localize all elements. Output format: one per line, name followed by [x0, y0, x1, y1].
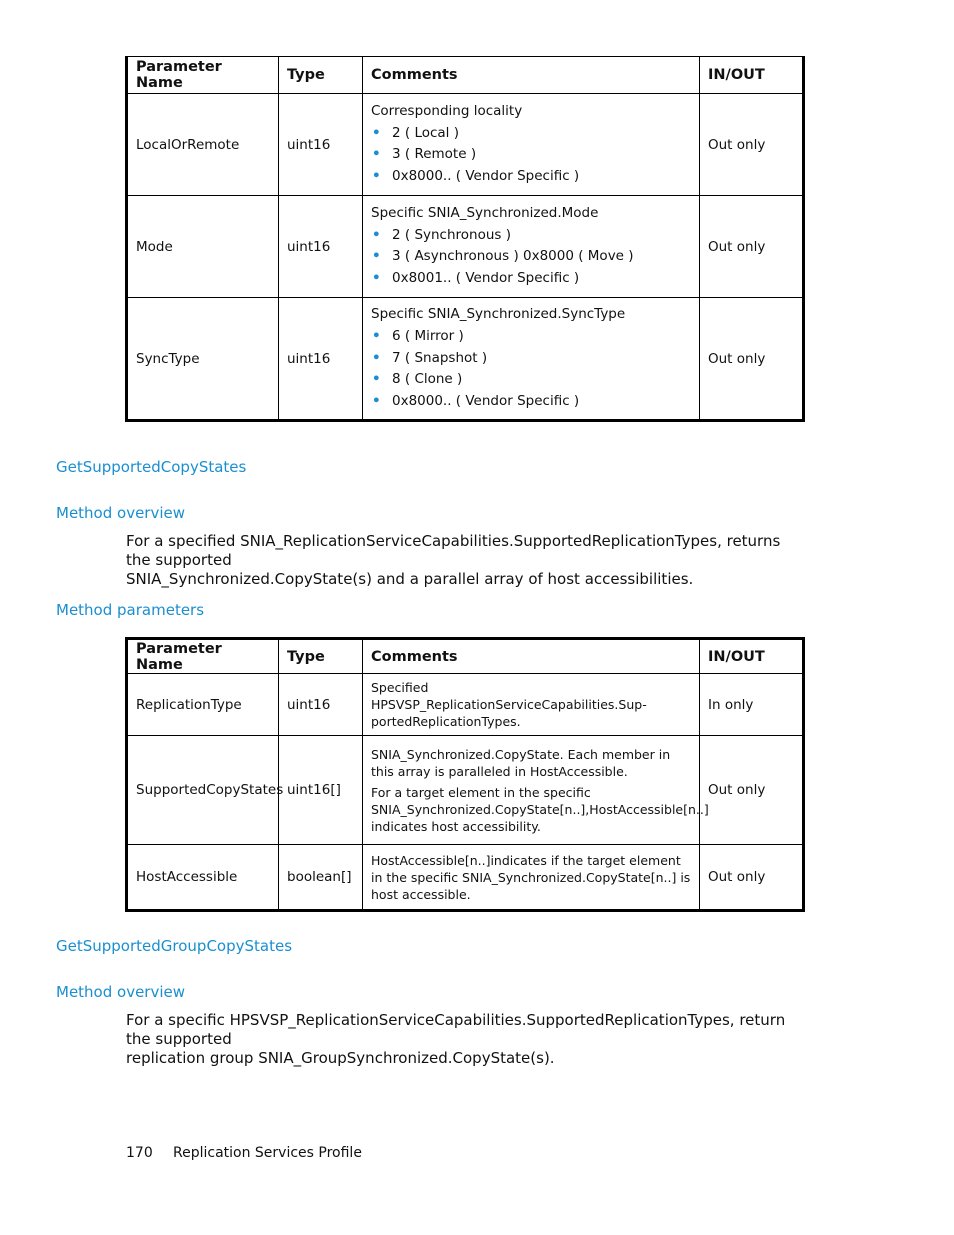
- bullet-icon: •: [372, 349, 381, 366]
- method-title-get-supported-copy-states: GetSupportedCopyStates: [56, 458, 247, 476]
- bullet-icon: •: [372, 392, 381, 409]
- list-item-text: 3 ( Asynchronous ) 0x8000 ( Move ): [392, 248, 634, 265]
- param-inout-cell: Out only: [700, 845, 804, 911]
- header-in-out: IN/OUT: [700, 57, 804, 94]
- list-item: [371, 144, 691, 166]
- list-item: [371, 326, 691, 348]
- bullet-icon: •: [372, 167, 381, 184]
- list-item-text: 7 ( Snapshot ): [392, 349, 488, 366]
- comment-paragraph: HostAccessible[n..]indicates if the target element in the specific SNIA_Synchronized.CopyState[n..] is host accessible.: [371, 852, 691, 902]
- paragraph-line: SNIA_Synchronized.CopyState(s) and a parallel array of host accessibilities.: [126, 570, 694, 588]
- list-item: [371, 348, 691, 370]
- param-name-cell: ReplicationType: [127, 674, 279, 736]
- param-name-cell: SupportedCopyStates: [127, 736, 279, 845]
- table-row: [127, 736, 804, 845]
- value-list: [371, 225, 691, 290]
- header-type: Type: [279, 639, 363, 674]
- header-type: Type: [279, 57, 363, 94]
- header-in-out: IN/OUT: [700, 639, 804, 674]
- list-item-text: 0x8000.. ( Vendor Specific ): [392, 392, 580, 409]
- bullet-icon: •: [372, 371, 381, 387]
- method-overview-heading: Method overview: [56, 504, 186, 522]
- header-comments: Comments: [363, 57, 700, 94]
- parameters-table-continued: [125, 56, 805, 422]
- comment-title: Specific SNIA_Synchronized.SyncType: [371, 306, 626, 322]
- param-comments-cell: [363, 736, 709, 845]
- list-item-text: 6 ( Mirror ): [392, 328, 464, 344]
- paragraph-line: replication group SNIA_GroupSynchronized.CopyState(s).: [126, 1049, 555, 1067]
- param-comments-cell: [363, 845, 700, 911]
- footer-doc-title: Replication Services Profile: [173, 1145, 362, 1161]
- list-item-text: 2 ( Synchronous ): [392, 226, 512, 243]
- comment-title: Corresponding locality: [371, 102, 523, 119]
- param-type-cell: uint16: [279, 298, 363, 421]
- bullet-icon: •: [372, 146, 381, 163]
- param-inout-cell: In only: [700, 674, 804, 736]
- param-name-cell: Mode: [127, 196, 279, 298]
- param-comments-cell: [363, 94, 700, 196]
- bullet-icon: •: [372, 328, 381, 344]
- method-parameters-heading: Method parameters: [56, 601, 205, 619]
- table-row: [127, 298, 804, 421]
- bullet-icon: •: [372, 269, 381, 286]
- comment-paragraph: Specified HPSVSP_ReplicationServiceCapabilities.Sup-portedReplicationTypes.: [371, 680, 647, 729]
- param-name-cell: HostAccessible: [127, 845, 279, 911]
- comment-paragraph: SNIA_Synchronized.CopyState. Each member in this array is paralleled in HostAccessible.: [371, 746, 671, 779]
- comment-title: Specific SNIA_Synchronized.Mode: [371, 204, 599, 221]
- list-item: [371, 246, 691, 268]
- table-row: [127, 674, 804, 736]
- paragraph-line: For a specific HPSVSP_ReplicationServiceCapabilities.SupportedReplicationTypes, return the supported: [126, 1011, 786, 1048]
- list-item-text: 0x8001.. ( Vendor Specific ): [392, 269, 580, 286]
- param-comments-cell: [363, 298, 700, 421]
- list-item-text: 3 ( Remote ): [392, 146, 477, 163]
- parameters-table: [125, 637, 805, 912]
- param-inout-cell: Out only: [700, 736, 804, 845]
- list-item: [371, 166, 691, 188]
- header-parameter-name: Parameter Name: [127, 639, 279, 674]
- list-item: [371, 391, 691, 413]
- list-item: [371, 225, 691, 247]
- param-comments-cell: [363, 196, 700, 298]
- method-title-get-supported-group-copy-states: GetSupportedGroupCopyStates: [56, 937, 293, 955]
- table-row: [127, 196, 804, 298]
- list-item-text: 0x8000.. ( Vendor Specific ): [392, 167, 580, 184]
- list-item-text: 8 ( Clone ): [392, 371, 463, 387]
- param-comments-cell: [363, 674, 700, 736]
- param-type-cell: uint16: [279, 196, 363, 298]
- bullet-icon: •: [372, 226, 381, 243]
- param-inout-cell: Out only: [700, 196, 804, 298]
- comment-paragraph: For a target element in the specific SNIA_Synchronized.CopyState[n..],HostAccessible[n..] indicates host accessibility.: [371, 784, 709, 834]
- table-header-row: [127, 57, 804, 94]
- param-inout-cell: Out only: [700, 94, 804, 196]
- table-header-row: [127, 639, 804, 674]
- param-type-cell: uint16: [279, 94, 363, 196]
- method-overview-text: [126, 532, 806, 589]
- param-name-cell: LocalOrRemote: [127, 94, 279, 196]
- list-item-text: 2 ( Local ): [392, 124, 459, 141]
- header-comments: Comments: [363, 639, 700, 674]
- bullet-icon: •: [372, 248, 381, 265]
- table-row: [127, 94, 804, 196]
- table-row: [127, 845, 804, 911]
- param-type-cell: boolean[]: [279, 845, 363, 911]
- param-type-cell: uint16[]: [279, 736, 363, 845]
- paragraph-line: For a specified SNIA_ReplicationServiceCapabilities.SupportedReplicationTypes, returns the supported: [126, 532, 781, 569]
- list-item: [371, 268, 691, 290]
- value-list: [371, 326, 691, 412]
- method-overview-heading: Method overview: [56, 983, 186, 1001]
- param-name-cell: SyncType: [127, 298, 279, 421]
- header-parameter-name: Parameter Name: [127, 57, 279, 94]
- bullet-icon: •: [372, 124, 381, 141]
- list-item: [371, 369, 691, 391]
- list-item: [371, 123, 691, 145]
- page-number: 170: [126, 1145, 153, 1161]
- value-list: [371, 123, 691, 188]
- method-overview-text: [126, 1011, 806, 1068]
- param-type-cell: uint16: [279, 674, 363, 736]
- param-inout-cell: Out only: [700, 298, 804, 421]
